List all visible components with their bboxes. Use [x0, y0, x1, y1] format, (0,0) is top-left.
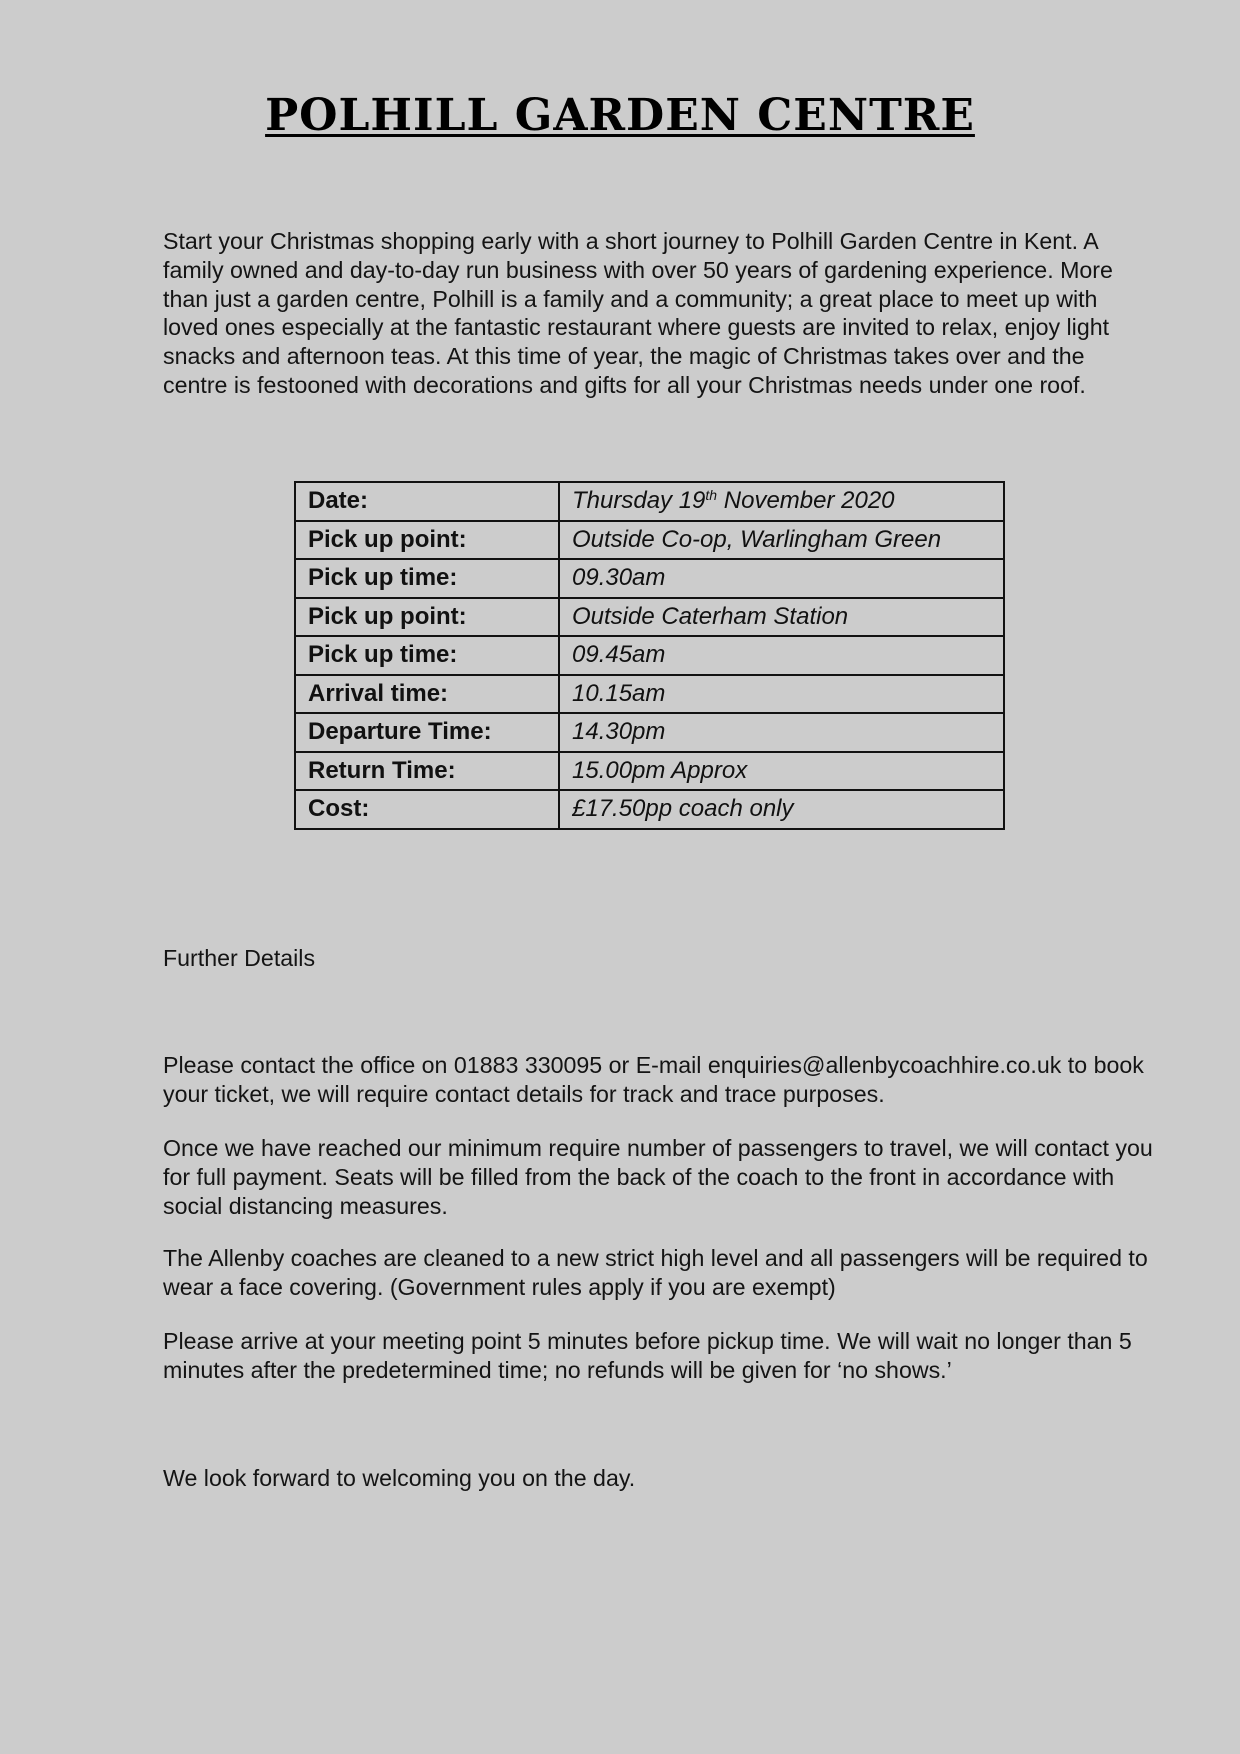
table-row — [295, 752, 1004, 791]
row-label: Date: — [295, 482, 559, 521]
payment-paragraph: Once we have reached our minimum require number of passengers to travel, we will contact you for full payment. Seats will be filled from the back of the coach to the front in accordance with social distancing measures. — [163, 1135, 1153, 1219]
row-label: Return Time: — [295, 752, 559, 791]
row-label: Arrival time: — [295, 675, 559, 714]
cleaning-paragraph: The Allenby coaches are cleaned to a new strict high level and all passengers will be required to wear a face covering. (Government rules apply if you are exempt) — [163, 1245, 1148, 1300]
table-row — [295, 675, 1004, 714]
row-label: Pick up point: — [295, 521, 559, 560]
further-details-heading: Further Details — [163, 945, 316, 971]
row-value: £17.50pp coach only — [559, 790, 1004, 829]
closing-line: We look forward to welcoming you on the day. — [163, 1465, 636, 1491]
date-month-year: November 2020 — [717, 487, 895, 515]
date-day: Thursday 19 — [572, 487, 706, 515]
row-label: Cost: — [295, 790, 559, 829]
table-row — [295, 482, 1004, 521]
table-row — [295, 790, 1004, 829]
row-label: Departure Time: — [295, 713, 559, 752]
intro-paragraph: Start your Christmas shopping early with a short journey to Polhill Garden Centre in Kent. A family owned and day-to-day run business with over 50 years of gardening experience. More than just a garden centre, Polhill is a family and a community; a great place to meet up with loved ones especially at the fantastic restaurant where guests are invited to relax, enjoy light snacks and afternoon teas. At this time of year, the magic of Christmas takes over and the centre is festooned with decorations and gifts for all your Christmas needs under one roof. — [163, 228, 1113, 398]
table-row — [295, 713, 1004, 752]
row-label: Pick up time: — [295, 559, 559, 598]
table-row — [295, 521, 1004, 560]
row-value: 15.00pm Approx — [559, 752, 1004, 791]
row-label: Pick up point: — [295, 598, 559, 637]
row-value: 10.15am — [559, 675, 1004, 714]
row-value: Outside Caterham Station — [559, 598, 1004, 637]
table-row — [295, 559, 1004, 598]
row-value: 14.30pm — [559, 713, 1004, 752]
contact-paragraph: Please contact the office on 01883 330095 or E-mail enquiries@allenbycoachhire.co.uk to book your ticket, we will require contact details for track and trace purposes. — [163, 1052, 1144, 1107]
arrival-paragraph: Please arrive at your meeting point 5 minutes before pickup time. We will wait no longer than 5 minutes after the predetermined time; no refunds will be given for ‘no shows.’ — [163, 1328, 1132, 1383]
table-row — [295, 598, 1004, 637]
table-row — [295, 636, 1004, 675]
date-ordinal-suffix: th — [705, 487, 718, 504]
trip-details-table — [294, 481, 1005, 830]
row-value: 09.30am — [559, 559, 1004, 598]
page-title: POLHILL GARDEN CENTRE — [265, 90, 975, 141]
row-value: Outside Co-op, Warlingham Green — [559, 521, 1004, 560]
row-value — [559, 482, 1004, 521]
row-value: 09.45am — [559, 636, 1004, 675]
row-label: Pick up time: — [295, 636, 559, 675]
